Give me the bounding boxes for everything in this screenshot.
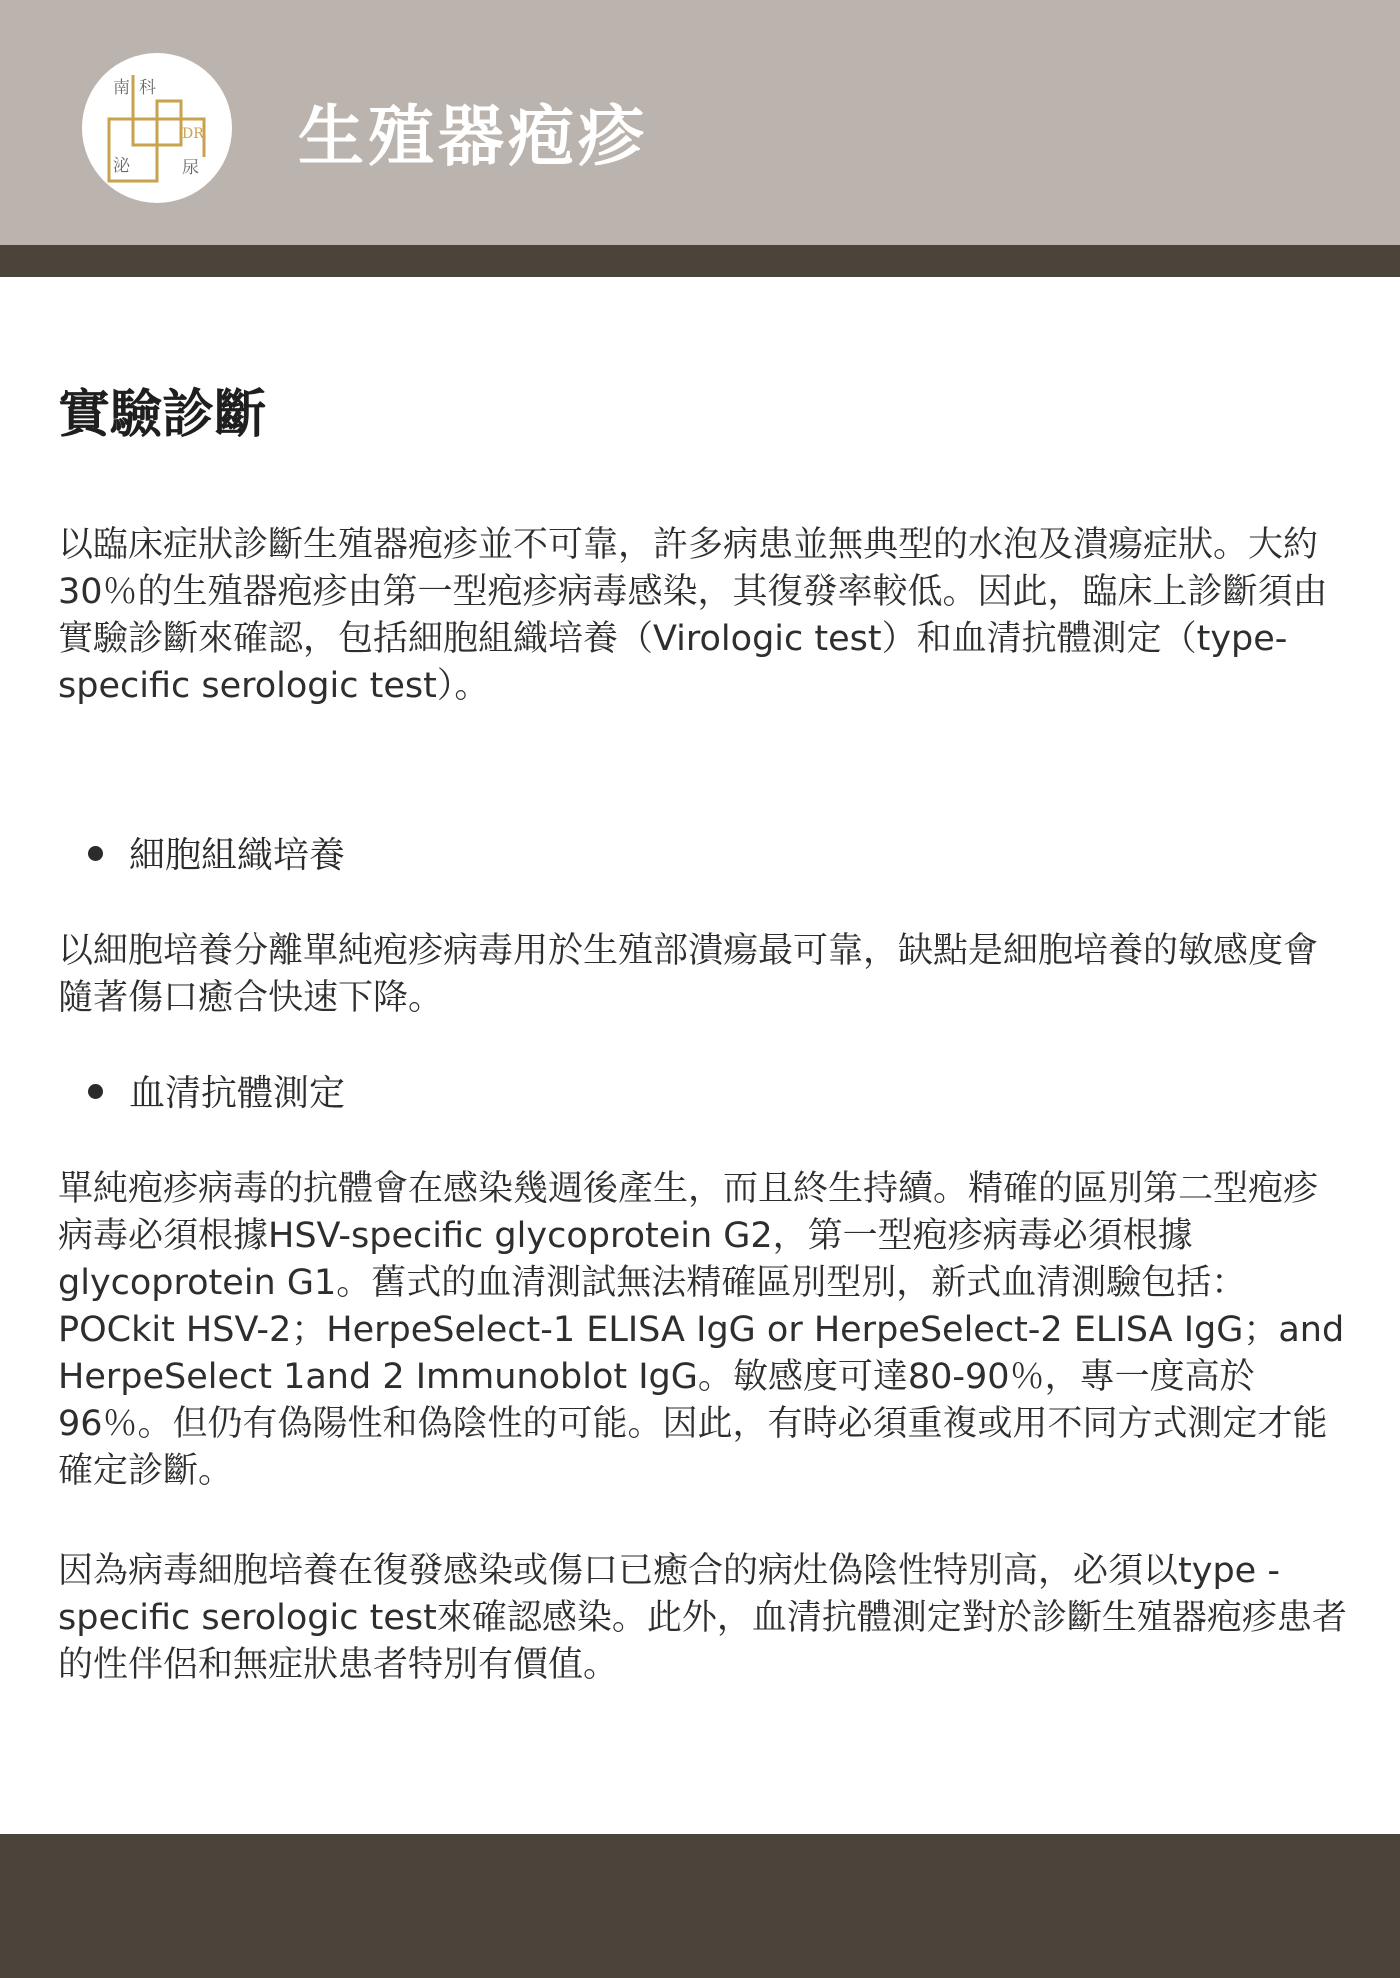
footer-band [0,1834,1400,1978]
logo-char-ke: 科 [139,78,156,98]
page-title: 生殖器疱疹 [298,98,648,175]
bullet-label: 細胞組織培養 [129,835,346,876]
bullet-dot-icon [88,846,103,861]
clinic-logo [82,53,232,203]
serologic-paragraph: 單純疱疹病毒的抗體會在感染幾週後產生，而且終生持續。精確的區別第二型疱疹病毒必須根據HSV-specific glycoprotein G2，第一型疱疹病毒必須根據glycoprotein G1。舊式的血清測試無法精確區別型別，新式血清測驗包括：POCkit HSV-2；HerpeSelect-1 ELISA IgG or HerpeSelect-2 ELISA IgG；and HerpeSelect 1and 2 Immunoblot IgG。敏感度可達80-90％，專一度高於96％。但仍有偽陽性和偽陰性的可能。因此，有時必須重複或用不同方式測定才能確定診斷。 [58,1169,1345,1491]
logo-cross-icon [82,53,232,203]
closing-paragraph: 因為病毒細胞培養在復發感染或傷口已癒合的病灶偽陰性特別高，必須以type -specific serologic test來確認感染。此外，血清抗體測定對於診斷生殖器疱疹患者的性伴侶和無症狀患者特別有價值。 [58,1551,1347,1685]
logo-char-nan: 南 [113,78,130,98]
bullet-label: 血清抗體測定 [129,1073,346,1114]
main-content [58,380,1348,1685]
logo-char-dr: DR [182,126,204,142]
logo-char-mi: 泌 [113,156,130,176]
header-divider-band [0,245,1400,277]
header-banner [0,0,1400,245]
bullet-dot-icon [88,1084,103,1099]
bullet-serologic [88,1070,345,1118]
intro-paragraph: 以臨床症狀診斷生殖器疱疹並不可靠，許多病患並無典型的水泡及潰瘍症狀。大約30％的生殖器疱疹由第一型疱疹病毒感染，其復發率較低。因此，臨床上診斷須由實驗診斷來確認，包括細胞組織培養（Virologic test）和血清抗體測定（type-specific serologic test）。 [58,525,1328,706]
virologic-paragraph: 以細胞培養分離單純疱疹病毒用於生殖部潰瘍最可靠，缺點是細胞培養的敏感度會隨著傷口癒合快速下降。 [58,931,1319,1018]
logo-char-niao: 尿 [182,158,199,178]
section-heading: 實驗診斷 [58,385,267,445]
bullet-virologic [88,832,345,880]
